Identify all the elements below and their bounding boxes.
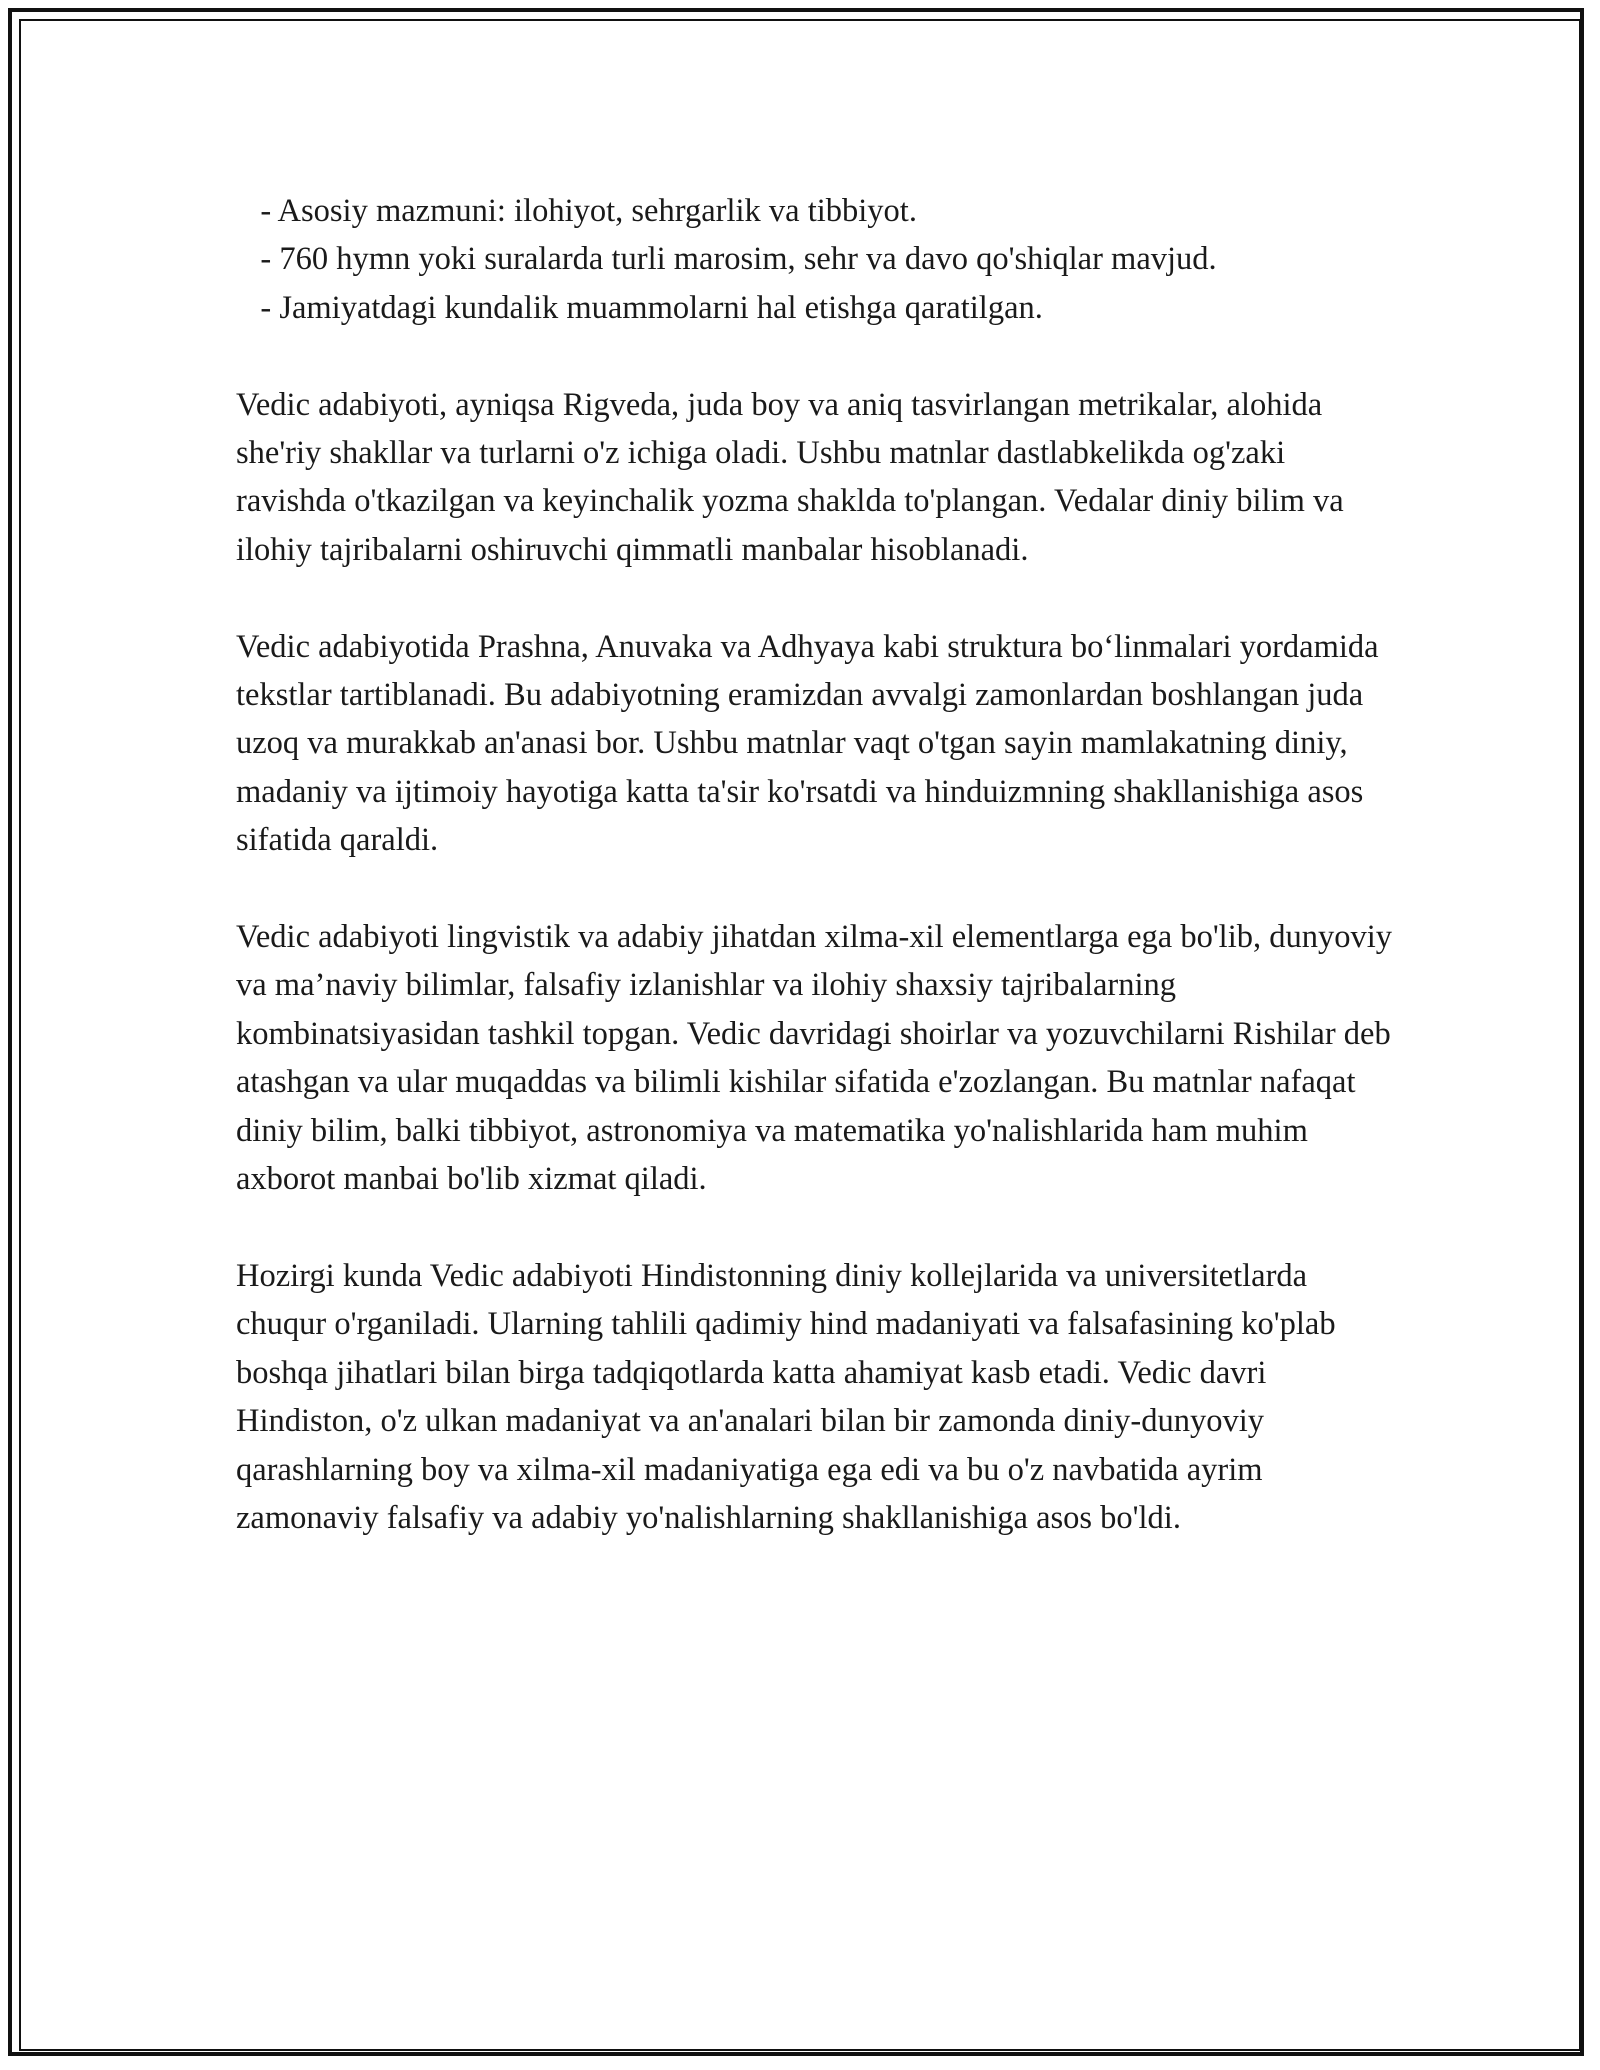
bullet-item: - 760 hymn yoki suralarda turli marosim, sehr va davo qo'shiqlar mavjud. — [236, 241, 1217, 278]
bullet-item: - Asosiy mazmuni: ilohiyot, sehrgarlik va tibbiyot. — [236, 193, 917, 229]
paragraph-modern-study: Hozirgi kunda Vedic adabiyoti Hindistonning diniy kollejlarida va universitetlarda chuqur o'rganiladi. Ularning tahlili qadimiy hind madaniyati va falsafasining ko'plab boshqa jihatlari bilan birga tadqiqotlarda katta ahamiyat kasb etadi. Vedic davri Hindiston, o'z ulkan madaniyat va an'analari bilan bir zamonda diniy-dunyoviy qarashlarning boy va xilma-xil madaniyatiga ega edi va bu o'z navbatida ayrim zamonaviy falsafiy va adabiy yo'nalishlarning shakllanishiga asos bo'ldi. — [236, 1257, 1336, 1536]
paragraph-linguistic-elements: Vedic adabiyoti lingvistik va adabiy jihatdan xilma-xil elementlarga ega bo'lib, dunyoviy va ma’naviy bilimlar, falsafiy izlanishlar va ilohiy shaxsiy tajribalarning kombinatsiyasidan tashkil topgan. Vedic davridagi shoirlar va yozuvchilarni Rishilar deb atashgan va ular muqaddas va bilimli kishilar sifatida e'zozlangan. Bu matnlar nafaqat diniy bilim, balki tibbiyot, astronomiya va matematika yo'nalishlarida ham muhim axborot manbai bo'lib xizmat qiladi. — [236, 919, 1393, 1198]
paragraph-rigveda-metrics: Vedic adabiyoti, ayniqsa Rigveda, juda boy va aniq tasvirlangan metrikalar, alohida she'riy shakllar va turlarni o'z ichiga oladi. Ushbu matnlar dastlabkelikda og'zaki ravishda o'tkazilgan va keyinchalik yozma shaklda to'plangan. Vedalar diniy bilim va ilohiy tajribalarni oshiruvchi qimmatli manbalar hisoblanadi. — [236, 386, 1344, 568]
document-body — [236, 187, 1396, 1542]
paragraph-structure-divisions: Vedic adabiyotida Prashna, Anuvaka va Adhyaya kabi struktura bo‘linmalari yordamida tekstlar tartiblanadi. Bu adabiyotning eramizdan avvalgi zamonlardan boshlangan juda uzoq va murakkab an'anasi bor. Ushbu matnlar vaqt o'tgan sayin mamlakatning diniy, madaniy va ijtimoiy hayotiga katta ta'sir ko'rsatdi va hinduizmning shakllanishiga asos sifatida qaraldi. — [236, 628, 1379, 859]
bullet-item: - Jamiyatdagi kundalik muammolarni hal etishga qaratilgan. — [236, 289, 1043, 326]
bullet-list — [236, 187, 1396, 332]
